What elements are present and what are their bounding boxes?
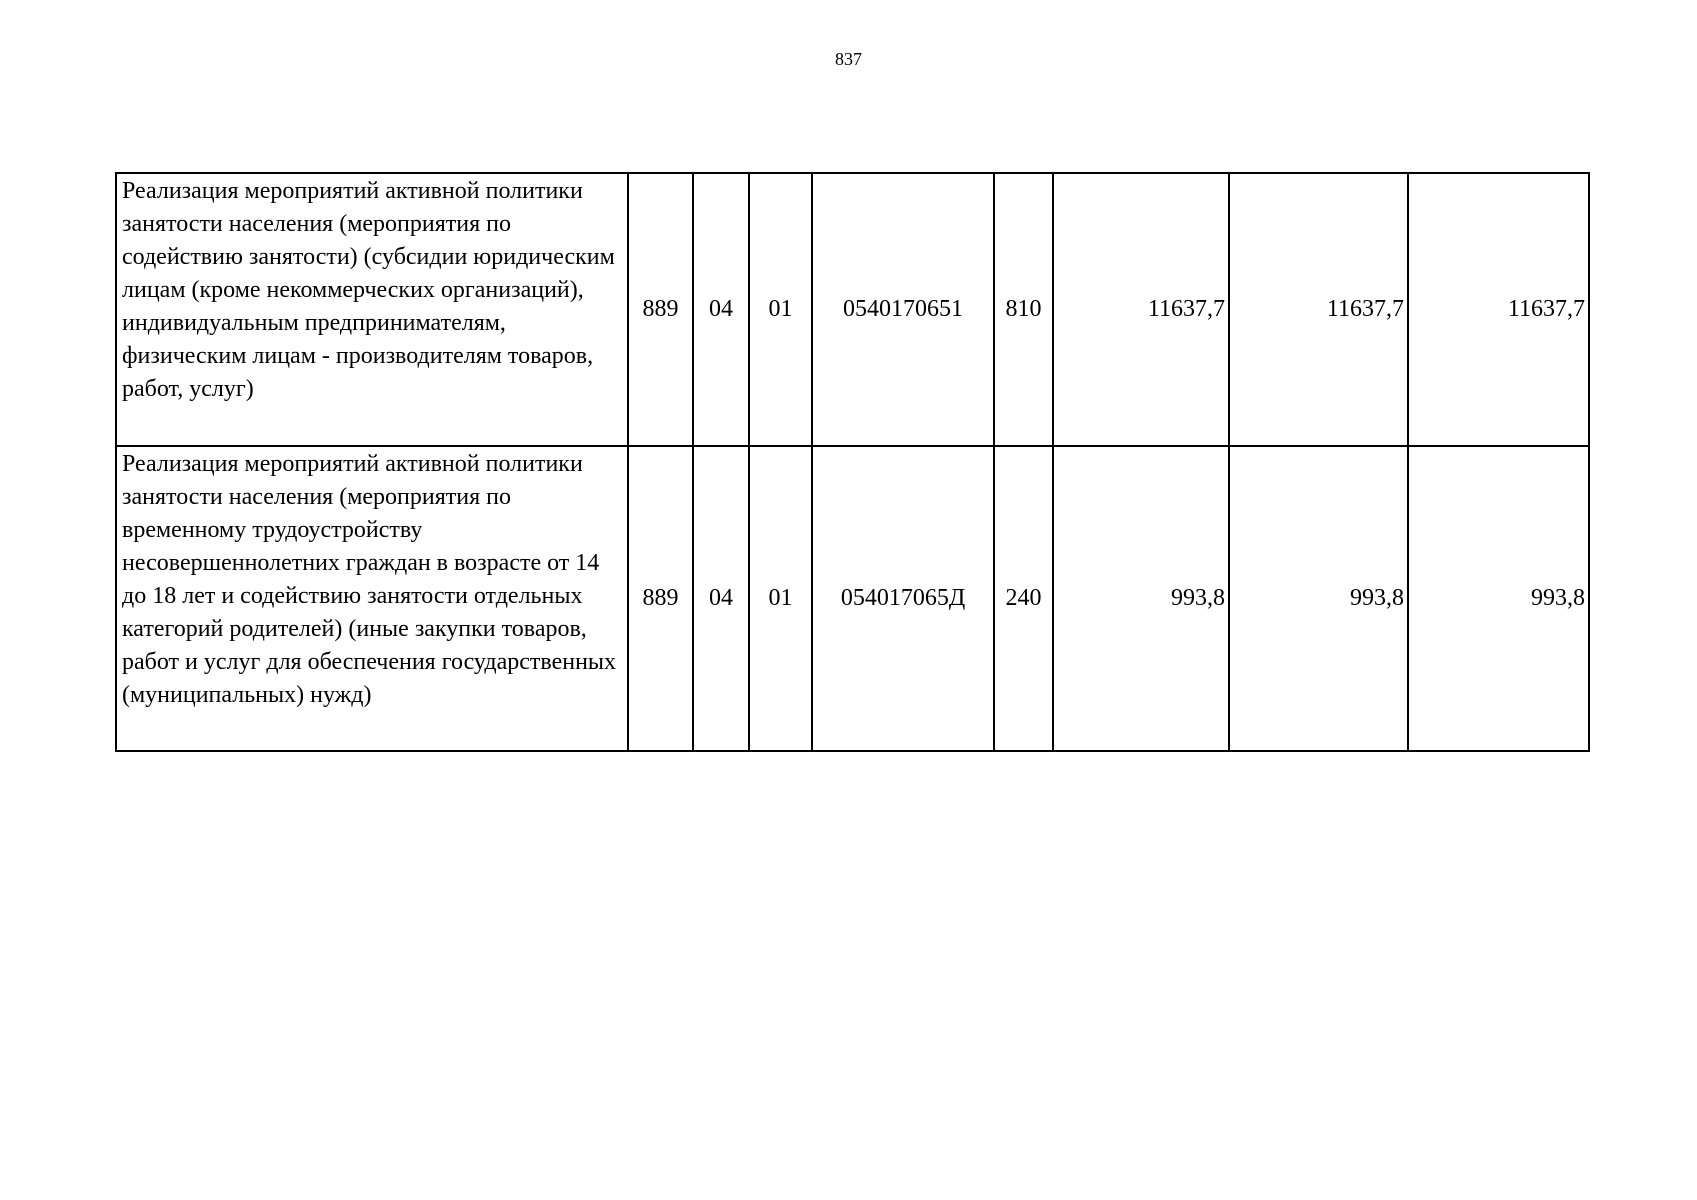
row-name-cell: Реализация мероприятий активной политики занятости населения (мероприятия по временному трудоустройству несовершеннолетних граждан в возрасте от 14 до 18 лет и содействию занятости отдельных категорий родителей) (иные закупки товаров, работ и услуг для обеспечения государственных (муниципальных) нужд) <box>116 446 628 751</box>
amount-cell: 993,8 <box>1053 446 1229 751</box>
table-row <box>116 173 1589 446</box>
amount-cell: 11637,7 <box>1053 173 1229 446</box>
subsection-cell: 01 <box>749 173 812 446</box>
expense-type-cell: 810 <box>994 173 1053 446</box>
amount-cell: 11637,7 <box>1408 173 1589 446</box>
admin-code-cell: 889 <box>628 446 693 751</box>
expense-type-cell: 240 <box>994 446 1053 751</box>
amount-cell: 993,8 <box>1408 446 1589 751</box>
page-number: 837 <box>835 49 862 69</box>
amount-cell: 993,8 <box>1229 446 1408 751</box>
section-cell: 04 <box>693 173 749 446</box>
table-row <box>116 446 1589 751</box>
target-article-cell: 054017065Д <box>812 446 994 751</box>
section-cell: 04 <box>693 446 749 751</box>
target-article-cell: 0540170651 <box>812 173 994 446</box>
subsection-cell: 01 <box>749 446 812 751</box>
amount-cell: 11637,7 <box>1229 173 1408 446</box>
budget-table <box>115 172 1590 752</box>
admin-code-cell: 889 <box>628 173 693 446</box>
row-name-cell: Реализация мероприятий активной политики занятости населения (мероприятия по содействию занятости) (субсидии юридическим лицам (кроме некоммерческих организаций), индивидуальным предпринимателям, физическим лицам - производителям товаров, работ, услуг) <box>116 173 628 446</box>
